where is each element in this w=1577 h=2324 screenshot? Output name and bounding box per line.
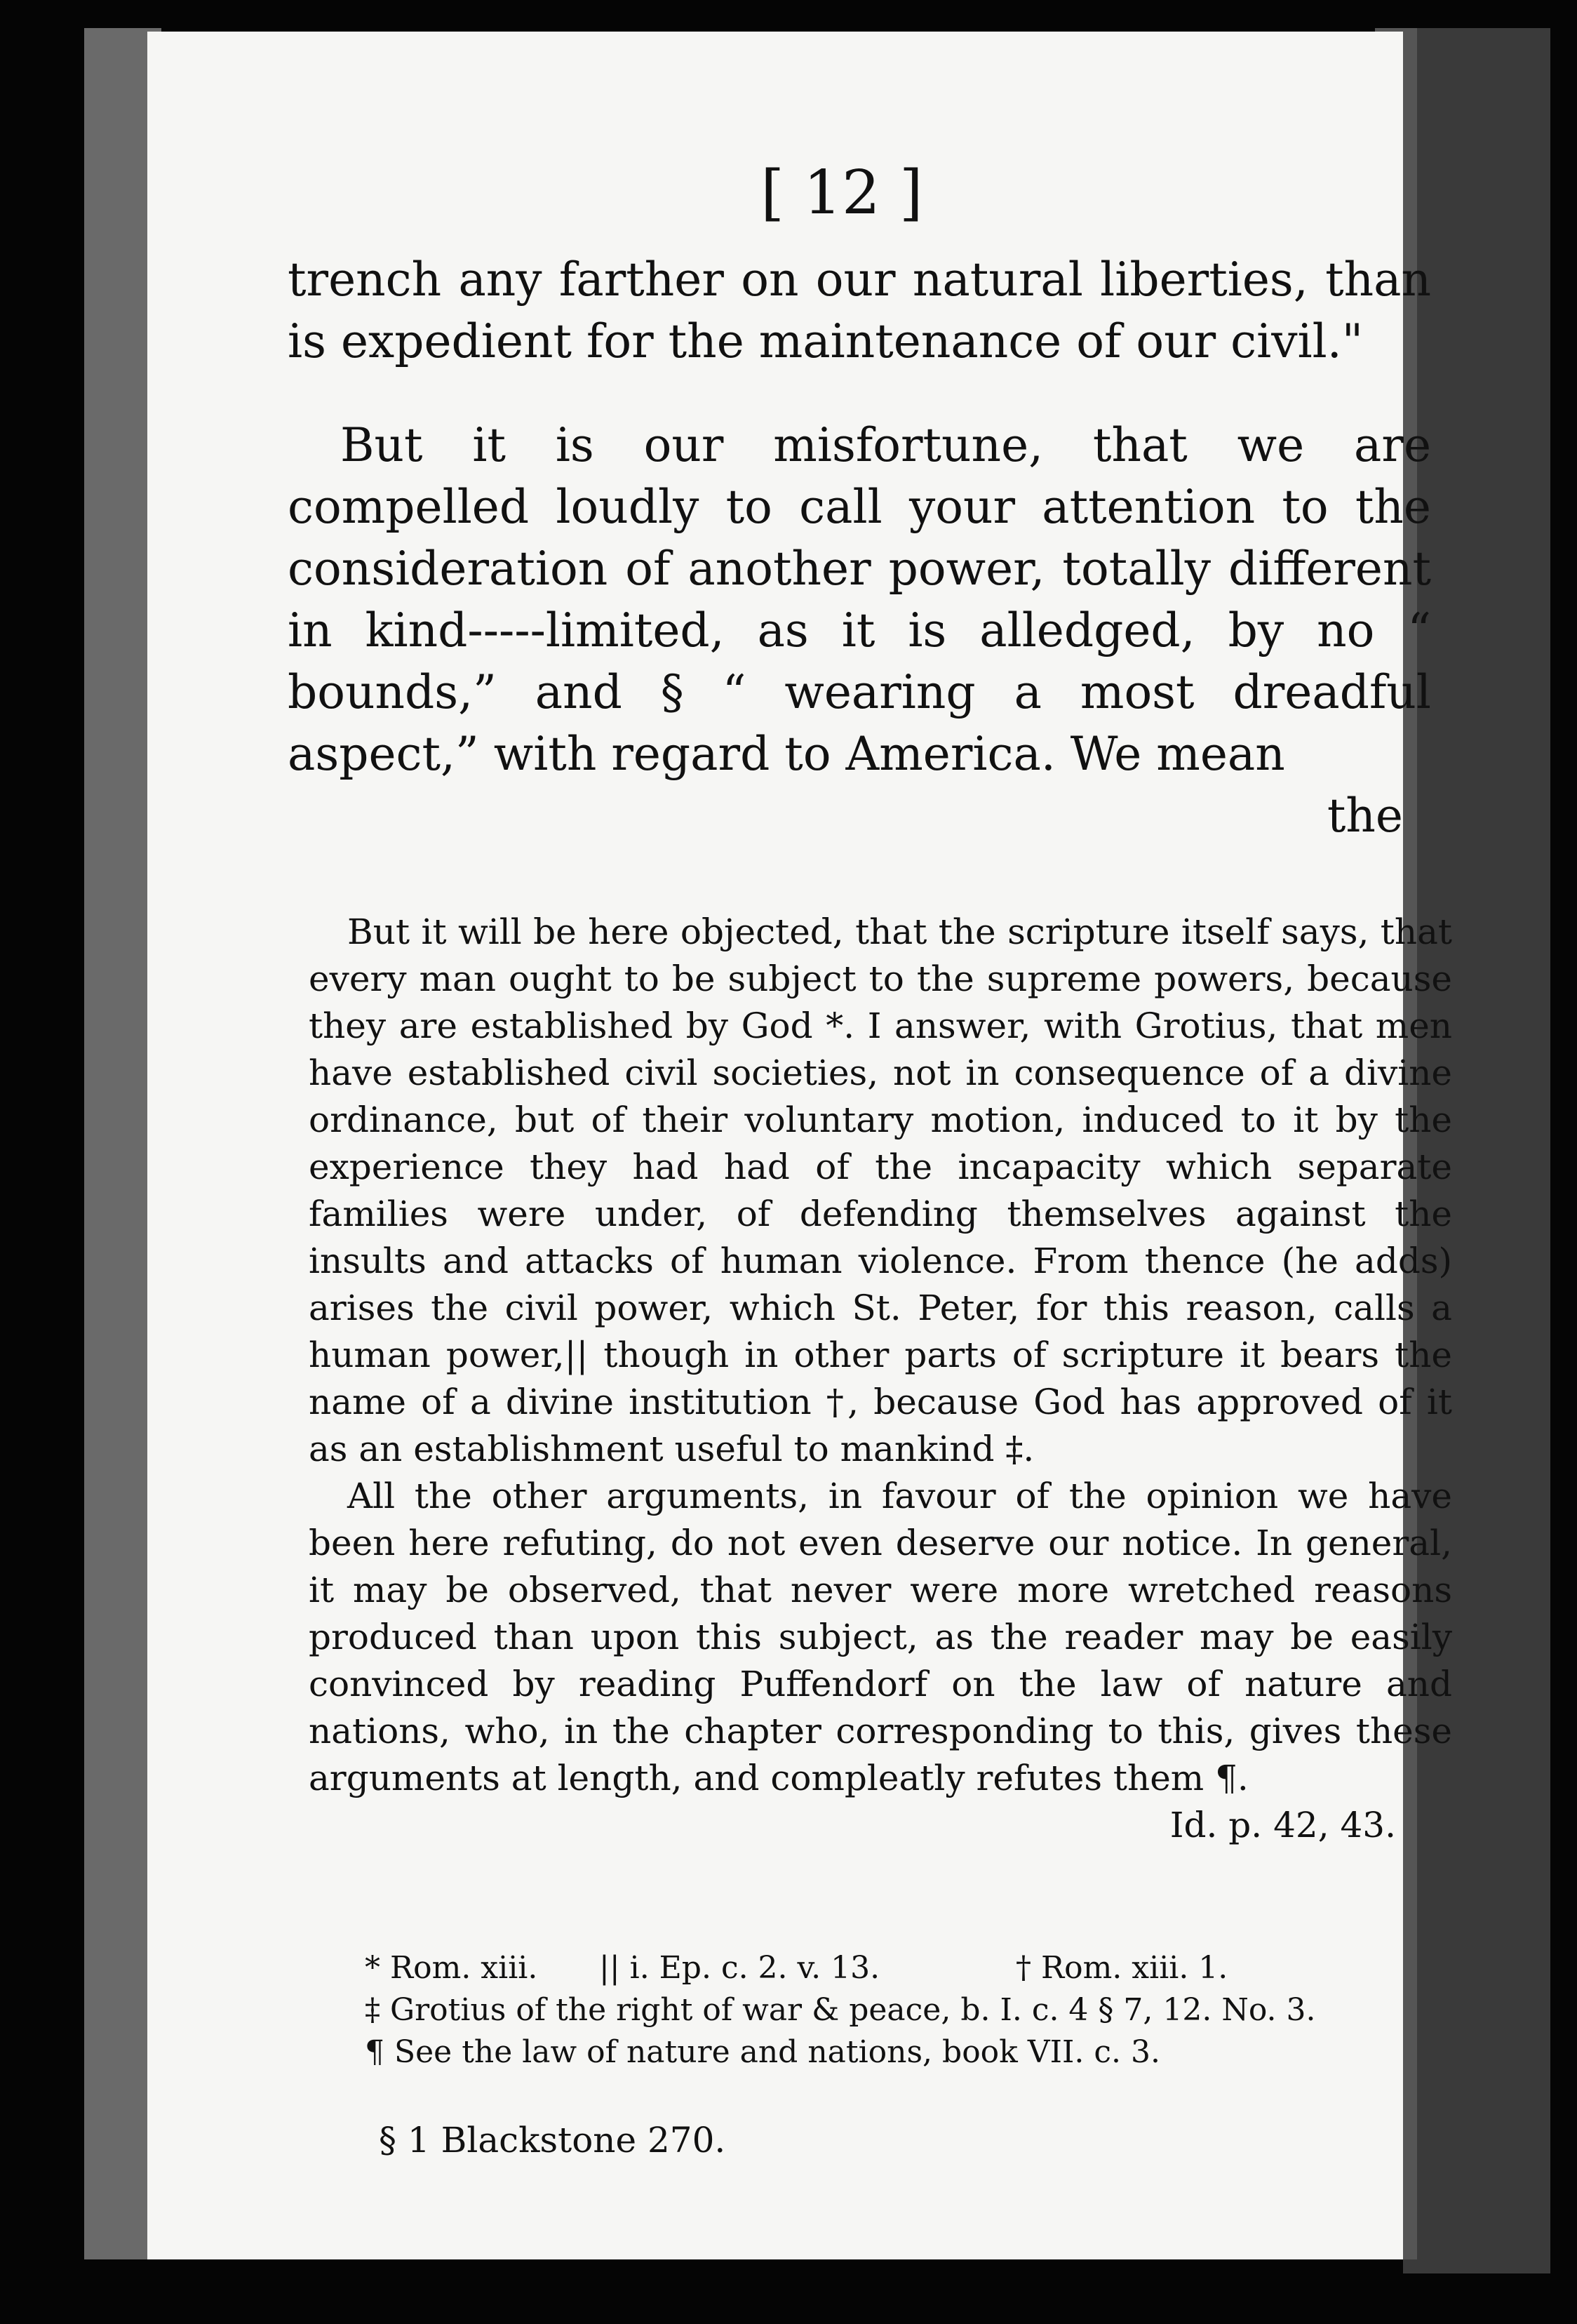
footnotes <box>365 1947 1487 2073</box>
blackstone-note: § 1 Blackstone 270. <box>379 2120 726 2161</box>
catchword: the <box>1327 789 1403 843</box>
footnote-grotius: ‡ Grotius of the right of war & peace, b. I. c. 4 § 7, 12. No. 3. <box>365 1992 1316 2028</box>
footnote-rom-xiii-1: † Rom. xiii. 1. <box>1016 1950 1228 1986</box>
paragraph-misfortune: But it is our misfortune, that we are compelled loudly to call your attention to the consideration of another power, totally different in kind-----limited, as it is alledged, by no “ bounds,” and § “ wearing a most dreadful aspect,” with regard to America. We mean <box>288 418 1431 781</box>
note-paragraph-arguments: All the other arguments, in favour of the opinion we have been here refuting, do not even deserve our notice. In general, it may be observed, that never were more wretched reasons produced than upon this subject, as the reader may be easily convinced by reading Puffendorf on the law of nature and nations, who, in the chapter corresponding to this, gives these arguments at length, and compleatly refutes them ¶. <box>309 1476 1452 1798</box>
note-citation: Id. p. 42, 43. <box>1169 1805 1396 1845</box>
note-paragraph-scripture: But it will be here objected, that the scripture itself says, that every man ought to be subject to the supreme powers, because they are established by God *. I answer, with Grotius, that men have established civil societies, not in consequence of a divine ordinance, but of their voluntary motion, induced to it by the experience they had had of the incapacity which separate families were under, of defending themselves against the insults and attacks of human violence. From thence (he adds) arises the civil power, which St. Peter, for this reason, calls a human power,|| though in other parts of scripture it bears the name of a divine institution †, because God has approved of it as an establishment useful to mankind ‡. <box>309 911 1452 1469</box>
footnote-row-references <box>365 1947 1487 1989</box>
paragraph-continuation: trench any farther on our natural liberties, than is expedient for the maintenance of our civil." <box>288 253 1431 368</box>
footnote-rom-xiii: * Rom. xiii. <box>365 1950 538 1986</box>
main-text <box>288 249 1431 847</box>
page-number: [ 12 ] <box>760 158 923 228</box>
quoted-note <box>309 909 1452 1849</box>
footnote-law-of-nature: ¶ See the law of nature and nations, book VII. c. 3. <box>365 2034 1160 2070</box>
footnote-epistle: || i. Ep. c. 2. v. 13. <box>599 1950 880 1986</box>
book-page <box>147 32 1452 2259</box>
